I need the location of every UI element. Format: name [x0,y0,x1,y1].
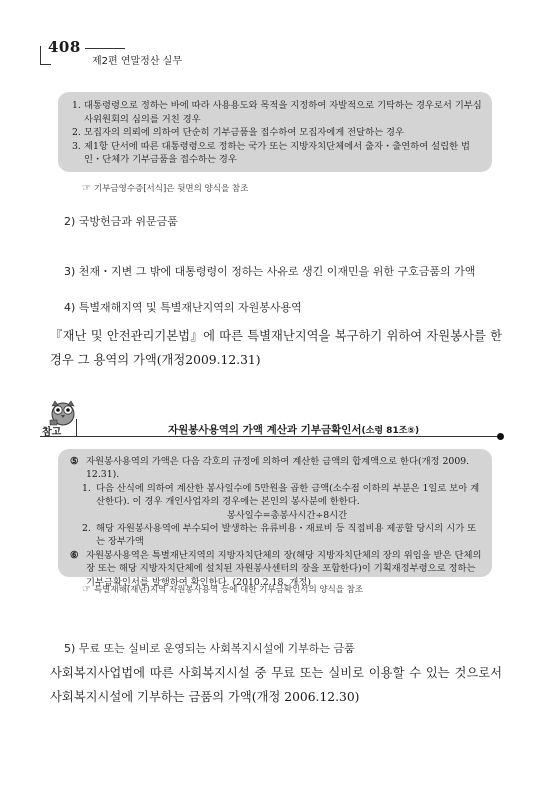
page-number: 408 [48,38,81,56]
body-paragraph: 『재난 및 안전관리기본법』에 따른 특별재난지역을 복구하기 위하여 자원봉사를 한 경우 그 용역의 가액(개정2009.12.31) [50,329,502,367]
pointing-hand-icon: ☞ [82,584,91,595]
section-heading: 2) 국방헌금과 위문금품 [64,215,178,228]
statute-list [72,99,484,167]
section-heading: 3) 천재・지변 그 밖에 대통령령이 정하는 사유로 생긴 이재민을 위한 구호금품의 가액 [64,265,476,278]
list-item: 1. 대통령령으로 정하는 바에 따라 사용용도와 목적을 지정하여 자발적으로 기탁하는 경우로서 기부심사위원회의 심의를 거친 경우 [72,100,482,125]
header-rule [85,48,125,49]
pointing-hand-icon: ☞ [82,183,91,194]
reference-title: 자원봉사용역의 가액 계산과 기부금확인서(소령 81조⑤) [168,424,420,436]
form-reference-note: ☞ 기부금영수증[서식]은 뒷면의 양식을 참조 [82,183,249,194]
section-heading: 4) 특별재해지역 및 특별재난지역의 자원봉사용역 [64,301,302,314]
chapter-title: 제2편 연말정산 실무 [92,56,182,67]
statute-box [58,92,492,172]
decree-subitem: 1. 다음 산식에 의하여 계산한 봉사일수에 5만원을 곱한 금액(소수점 이하의 부분은 1일로 보아 계산한다). 이 경우 개인사업자의 경우에는 본인의 봉사분에 한한다. [82,482,480,508]
decree-item: ⑥ 자원봉사용역은 특별재난지역의 지방자치단체의 장(해당 지방자치단체의 장의 위임을 받은 단체의 장 또는 해당 지방자치단체에 설치된 자원봉사센터의 장을 포함한다)이 기획재정부령으로 정하는 기부금확인서를 발행하여 확인한다. (2010.2.18. 개정) [70,549,482,588]
list-item: 3. 제1항 단서에 따른 대통령령으로 정하는 국가 또는 지방자치단체에서 출자・출연하여 설립한 법인・단체가 기부금품을 접수하는 경우 [72,140,471,165]
decree-item: ⑤ 자원봉사용역의 가액은 다음 각호의 규정에 의하여 계산한 금액의 합계액으로 한다(개정 2009. 12.31). [70,456,470,481]
body-paragraph: 사회복지사업법에 따른 사회복지시설 중 무료 또는 실비로 이용할 수 있는 것으로서 사회복지시설에 기부하는 금품의 가액(개정 2006.12.30) [50,666,502,704]
reference-rule [40,436,500,437]
rule-end-dot [497,433,504,440]
reference-header [40,397,506,437]
decree-content [70,455,484,589]
decree-subitem: 2. 해당 자원봉사용역에 부수되어 발생하는 유류비용・재료비 등 직접비용 제공할 당시의 시가 또는 장부가액 [82,523,477,548]
page-header [40,38,510,68]
list-item: 2. 모집자의 의뢰에 의하여 단순히 기부금품을 접수하여 모집자에게 전달하는 경우 [72,127,405,138]
section-heading: 5) 무료 또는 실비로 운영되는 사회복지시설에 기부하는 금품 [64,642,355,655]
service-days-formula: 봉사일수=총봉사시간÷8시간 [226,509,348,521]
decree-box [58,449,492,588]
form-reference-note: ☞ 특별재해(재난)지역 자원봉사용역 등에 대한 기부금확인서의 양식을 참조 [82,584,364,595]
reference-tag: 참고 [42,427,62,438]
